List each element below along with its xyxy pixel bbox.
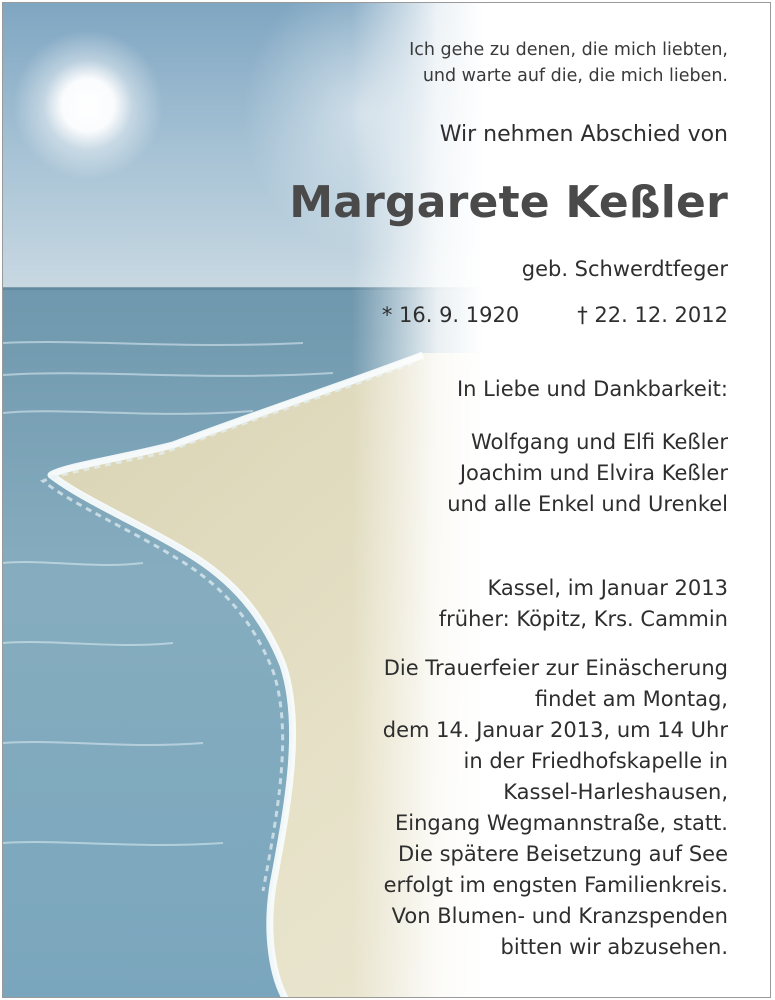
funeral-notice <box>383 653 728 963</box>
birth-date: * 16. 9. 1920 <box>381 303 520 327</box>
mourner-line: Wolfgang und Elfi Keßler <box>470 430 728 454</box>
maiden-name: geb. Schwerdtfeger <box>521 257 728 281</box>
notice-line: dem 14. Januar 2013, um 14 Uhr <box>382 718 728 742</box>
place-line: Kassel, im Januar 2013 <box>487 576 728 600</box>
mourners-list <box>447 427 728 520</box>
motto-line: Ich gehe zu denen, die mich liebten, <box>409 40 728 60</box>
mourner-line: Joachim und Elvira Keßler <box>459 461 728 485</box>
mourner-line: und alle Enkel und Urenkel <box>447 492 728 516</box>
thanks-heading: In Liebe und Dankbarkeit: <box>456 377 728 401</box>
notice-line: Kassel-Harleshausen, <box>503 780 728 804</box>
notice-line: bitten wir abzusehen. <box>500 935 728 959</box>
farewell-intro: Wir nehmen Abschied von <box>439 122 728 147</box>
obituary-card <box>2 2 771 998</box>
notice-line: findet am Montag, <box>534 687 728 711</box>
motto-line: und warte auf die, die mich lieben. <box>422 66 728 86</box>
notice-line: in der Friedhofskapelle in <box>463 749 728 773</box>
life-dates <box>382 301 728 329</box>
place-and-date <box>439 573 728 635</box>
notice-line: Die Trauerfeier zur Einäscherung <box>383 656 728 680</box>
notice-line: Eingang Wegmannstraße, statt. <box>394 811 728 835</box>
notice-line: erfolgt im engsten Familienkreis. <box>383 873 728 897</box>
motto-verse <box>409 37 728 89</box>
place-line: früher: Köpitz, Krs. Cammin <box>438 607 728 631</box>
notice-line: Die spätere Beisetzung auf See <box>398 842 728 866</box>
deceased-name: Margarete Keßler <box>289 177 728 228</box>
death-date: † 22. 12. 2012 <box>577 303 728 327</box>
notice-line: Von Blumen- und Kranzspenden <box>391 904 728 928</box>
